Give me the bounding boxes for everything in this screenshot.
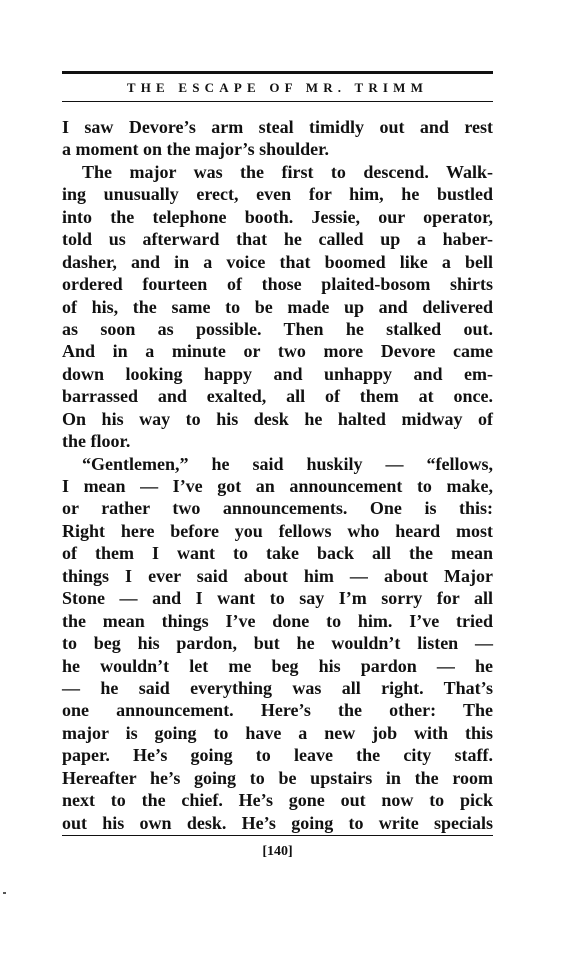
text-line: things I ever said about him — about Major — [62, 565, 493, 586]
text-line: the floor. — [62, 431, 131, 452]
page-number: [140] — [262, 844, 293, 859]
text-line: ordered fourteen of those plaited-bosom shirts — [62, 274, 493, 295]
text-line: out his own desk. He’s going to write specials — [62, 812, 493, 833]
text-line: I saw Devore’s arm steal timidly out and rest — [62, 117, 493, 137]
text-line: On his way to his desk he halted midway of — [62, 408, 493, 429]
text-line: barrassed and exalted, all of them at once. — [62, 386, 493, 407]
text-line: told us afterward that he called up a haber- — [62, 229, 493, 250]
text-line: — he said everything was all right. That’s — [62, 677, 493, 698]
text-line: he wouldn’t let me beg his pardon — he — [62, 655, 493, 676]
text-line: Stone — and I want to say I’m sorry for all — [62, 588, 493, 609]
text-line: as soon as possible. Then he stalked out. — [62, 318, 493, 339]
text-line: to beg his pardon, but he wouldn’t listen — — [62, 633, 493, 654]
text-line: “Gentlemen,” he said huskily — “fellows, — [82, 453, 493, 474]
running-head: THE ESCAPE OF MR. TRIMM — [126, 80, 429, 95]
text-line: And in a minute or two more Devore came — [62, 341, 493, 362]
header-top-rule — [62, 71, 493, 74]
text-line: Hereafter he’s going to be upstairs in the room — [62, 767, 493, 788]
text-line: Right here before you fellows who heard most — [62, 520, 493, 541]
text-line: the mean things I’ve done to him. I’ve tried — [62, 610, 493, 631]
text-line: one announcement. Here’s the other: The — [62, 700, 493, 721]
text-line: down looking happy and unhappy and em- — [62, 363, 493, 384]
text-line: I mean — I’ve got an announcement to make, — [62, 476, 493, 496]
footer-rule — [62, 835, 493, 836]
header-bottom-rule — [62, 101, 493, 102]
text-line: The major was the first to descend. Walk- — [82, 161, 493, 182]
text-line: ing unusually erect, even for him, he bustled — [62, 184, 493, 205]
text-line: or rather two announcements. One is this: — [62, 498, 493, 519]
text-line: into the telephone booth. Jessie, our operator, — [62, 206, 493, 227]
text-line: of his, the same to be made up and delivered — [62, 296, 493, 317]
body-text — [62, 116, 493, 834]
text-line: next to the chief. He’s gone out now to pick — [62, 790, 493, 811]
scan-speck — [3, 892, 6, 894]
text-line: dasher, and in a voice that boomed like a bell — [62, 251, 493, 272]
text-line: of them I want to take back all the mean — [62, 543, 493, 564]
text-line: major is going to have a new job with this — [62, 722, 493, 743]
text-line: paper. He’s going to leave the city staff. — [62, 745, 493, 766]
text-line: a moment on the major’s shoulder. — [62, 139, 329, 160]
